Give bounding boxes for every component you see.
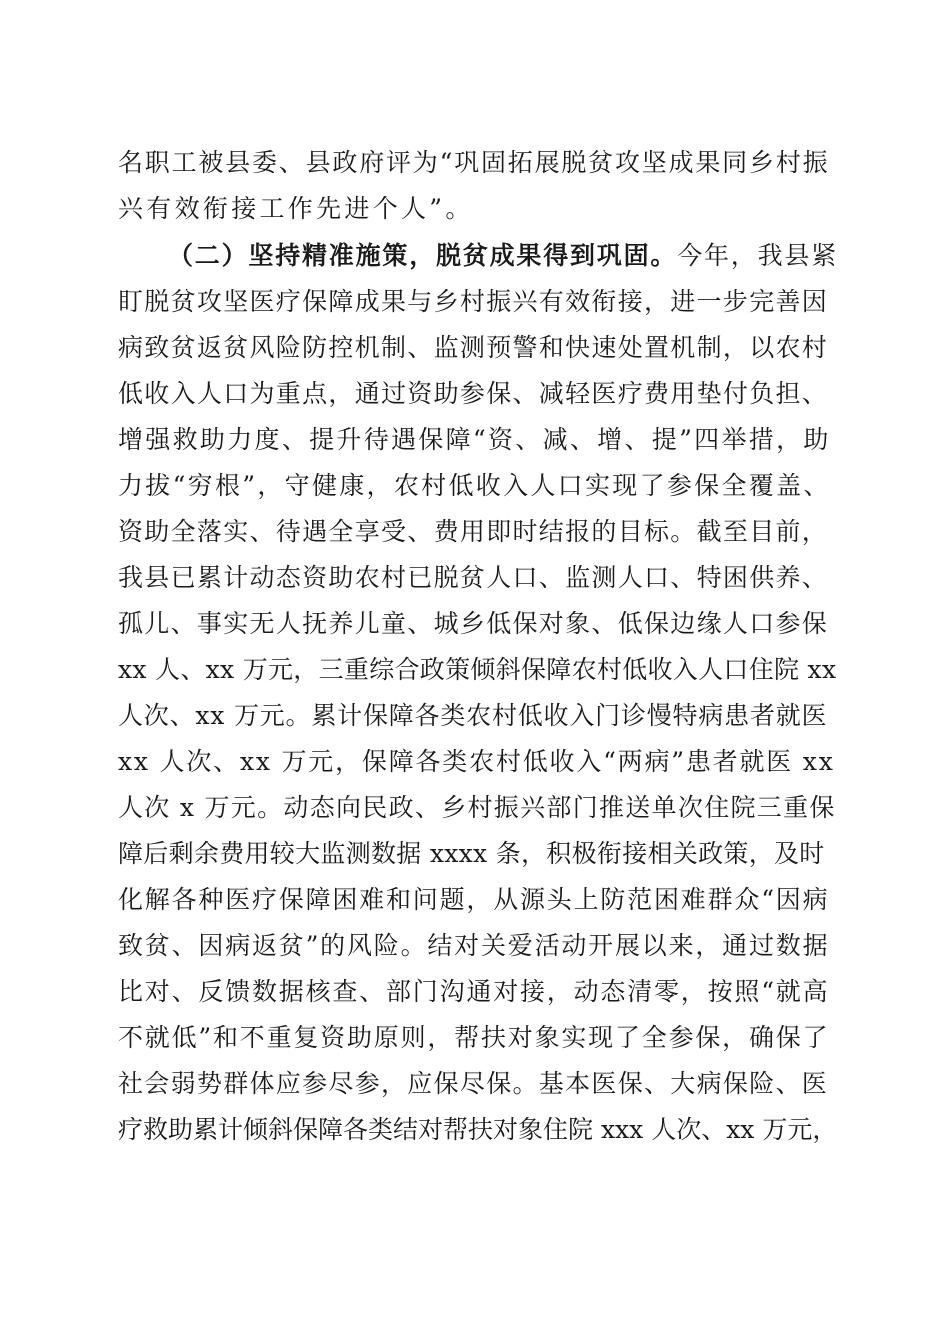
paragraph-line: 致贫、因病返贫”的风险。结对关爱活动开展以来，通过数据 bbox=[118, 931, 830, 960]
paragraph-line: 化解各种医疗保障困难和问题，从源头上防范困难群众“因病 bbox=[118, 885, 830, 914]
paragraph-line: 不就低”和不重复资助原则，帮扶对象实现了全参保，确保了 bbox=[118, 1023, 830, 1052]
paragraph-line: 增强救助力度、提升待遇保障“资、减、增、提”四举措，助 bbox=[118, 425, 831, 454]
paragraph-line: 病致贫返贫风险防控机制、监测预警和快速处置机制，以农村 bbox=[118, 333, 829, 362]
section-heading-line bbox=[168, 241, 838, 271]
paragraph-line: 障后剩余费用较大监测数据 xxxx 条，积极衔接相关政策，及时 bbox=[118, 839, 825, 868]
paragraph-line: xx 人次、xx 万元，保障各类农村低收入“两病”患者就医 xx bbox=[118, 747, 835, 776]
paragraph-line: 低收入人口为重点，通过资助参保、减轻医疗费用垫付负担、 bbox=[118, 379, 829, 408]
paragraph-line: 资助全落实、待遇全享受、费用即时结报的目标。截至目前， bbox=[118, 517, 829, 546]
paragraph-line: 人次 x 万元。动态向民政、乡村振兴部门推送单次住院三重保 bbox=[118, 793, 836, 822]
paragraph-line: 比对、反馈数据核查、部门沟通对接，动态清零，按照“就高 bbox=[118, 977, 830, 1006]
paragraph-line: 社会弱势群体应参尽参，应保尽保。基本医保、大病保险、医 bbox=[118, 1069, 829, 1098]
paragraph-line: 兴有效衔接工作先进个人”。 bbox=[118, 194, 474, 223]
paragraph-text: 今年，我县紧 bbox=[677, 241, 839, 270]
paragraph-line: 人次、xx 万元。累计保障各类农村低收入门诊慢特病患者就医 bbox=[118, 701, 828, 730]
paragraph-line: xx 人、xx 万元，三重综合政策倾斜保障农村低收入人口住院 xx bbox=[118, 655, 837, 684]
paragraph-line: 盯脱贫攻坚医疗保障成果与乡村振兴有效衔接，进一步完善因 bbox=[118, 287, 829, 316]
paragraph-line: 名职工被县委、县政府评为“巩固拓展脱贫攻坚成果同乡村振 bbox=[118, 148, 830, 177]
paragraph-line: 我县已累计动态资助农村已脱贫人口、监测人口、特困供养、 bbox=[118, 563, 829, 592]
paragraph-line: 疗救助累计倾斜保障各类结对帮扶对象住院 xxx 人次、xx 万元， bbox=[118, 1115, 838, 1144]
paragraph-line: 力拔“穷根”，守健康，农村低收入人口实现了参保全覆盖、 bbox=[118, 471, 831, 500]
paragraph-line: 孤儿、事实无人抚养儿童、城乡低保对象、低保边缘人口参保 bbox=[118, 609, 829, 638]
section-heading: （二）坚持精准施策，脱贫成果得到巩固。 bbox=[168, 241, 678, 270]
